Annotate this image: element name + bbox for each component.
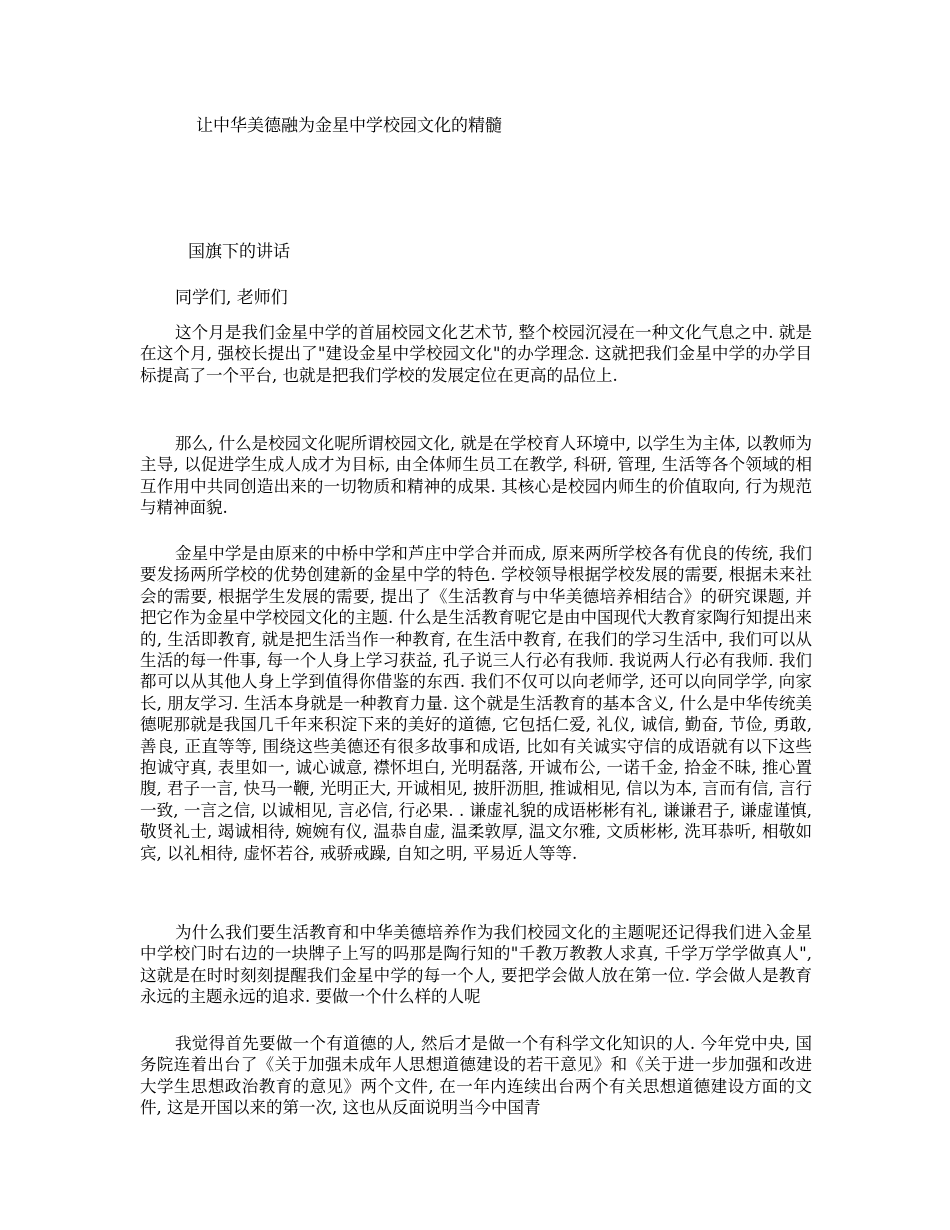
paragraph-4: 为什么我们要生活教育和中华美德培养作为我们校园文化的主题呢还记得我们进入金星中学校门时右边的一块牌子上写的吗那是陶行知的"千教万教教人求真, 千学万学学做真人", 这就是在时时刻刻提醒我们金星中学的每一个人, 要把学会做人放在第一位. 学会做人是教育永远的主题永远的追求. 要做一个什么样的人呢 (140, 923, 812, 1007)
document-subtitle: 国旗下的讲话 (188, 242, 290, 262)
paragraph-3: 金星中学是由原来的中桥中学和芦庄中学合并而成, 原来两所学校各有优良的传统, 我们要发扬两所学校的优势创建新的金星中学的特色. 学校领导根据学校发展的需要, 根据未来社会的需要, 根据学生发展的需要, 提出了《生活教育与中华美德培养相结合》的研究课题, 并把它作为金星中学校园文化的主题. 什么是生活教育呢它是由中国现代大教育家陶行知提出来的, 生活即教育, 就是把生活当作一种教育, 在生活中教育, 在我们的学习生活中, 我们可以从生活的每一件事, 每一个人身上学习获益, 孔子说三人行必有我师. 我说两人行必有我师. 我们都可以从其他人身上学到值得你借鉴的东西. 我们不仅可以向老师学, 还可以向同学学, 向家长, 朋友学习. 生活本身就是一种教育力量. 这个就是生活教育的基本含义, 什么是中华传统美德呢那就是我国几千年来积淀下来的美好的道德, 它包括仁爱, 礼仪, 诚信, 勤奋, 节俭, 勇敢, 善良, 正直等等, 围绕这些美德还有很多故事和成语, 比如有关诚实守信的成语就有以下这些抱诚守真, 表里如一, 诚心诚意, 襟怀坦白, 光明磊落, 开诚布公, 一诺千金, 拾金不昧, 推心置腹, 君子一言, 快马一鞭, 光明正大, 开诚相见, 披肝沥胆, 推诚相见, 信以为本, 言而有信, 言行一致, 一言之信, 以诚相见, 言必信, 行必果. . 谦虚礼貌的成语彬彬有礼, 谦谦君子, 谦虚谨慎, 敬贤礼士, 竭诚相待, 婉婉有仪, 温恭自虚, 温柔敦厚, 温文尔雅, 文质彬彬, 洗耳恭听, 相敬如宾, 以礼相待, 虚怀若谷, 戒骄戒躁, 自知之明, 平易近人等等. (140, 544, 812, 863)
document-title: 让中华美德融为金星中学校园文化的精髓 (196, 116, 502, 136)
paragraph-5: 我觉得首先要做一个有道德的人, 然后才是做一个有科学文化知识的人. 今年党中央, 国务院连着出台了《关于加强未成年人思想道德建设的若干意见》和《关于进一步加强和改进大学生思想政治教育的意见》两个文件, 在一年内连续出台两个有关思想道德建设方面的文件, 这是开国以来的第一次, 这也从反面说明当今中国青 (140, 1034, 812, 1118)
paragraph-1: 这个月是我们金星中学的首届校园文化艺术节, 整个校园沉浸在一种文化气息之中. 就是在这个月, 强校长提出了"建设金星中学校园文化"的办学理念. 这就把我们金星中学的办学目标提高了一个平台, 也就是把我们学校的发展定位在更高的品位上. (140, 323, 812, 385)
greeting-line: 同学们, 老师们 (175, 288, 288, 308)
paragraph-2: 那么, 什么是校园文化呢所谓校园文化, 就是在学校育人环境中, 以学生为主体, 以教师为主导, 以促进学生成人成才为目标, 由全体师生员工在教学, 科研, 管理, 生活等各个领域的相互作用中共同创造出来的一切物质和精神的成果. 其核心是校园内师生的价值取向, 行为规范与精神面貌. (140, 434, 812, 518)
